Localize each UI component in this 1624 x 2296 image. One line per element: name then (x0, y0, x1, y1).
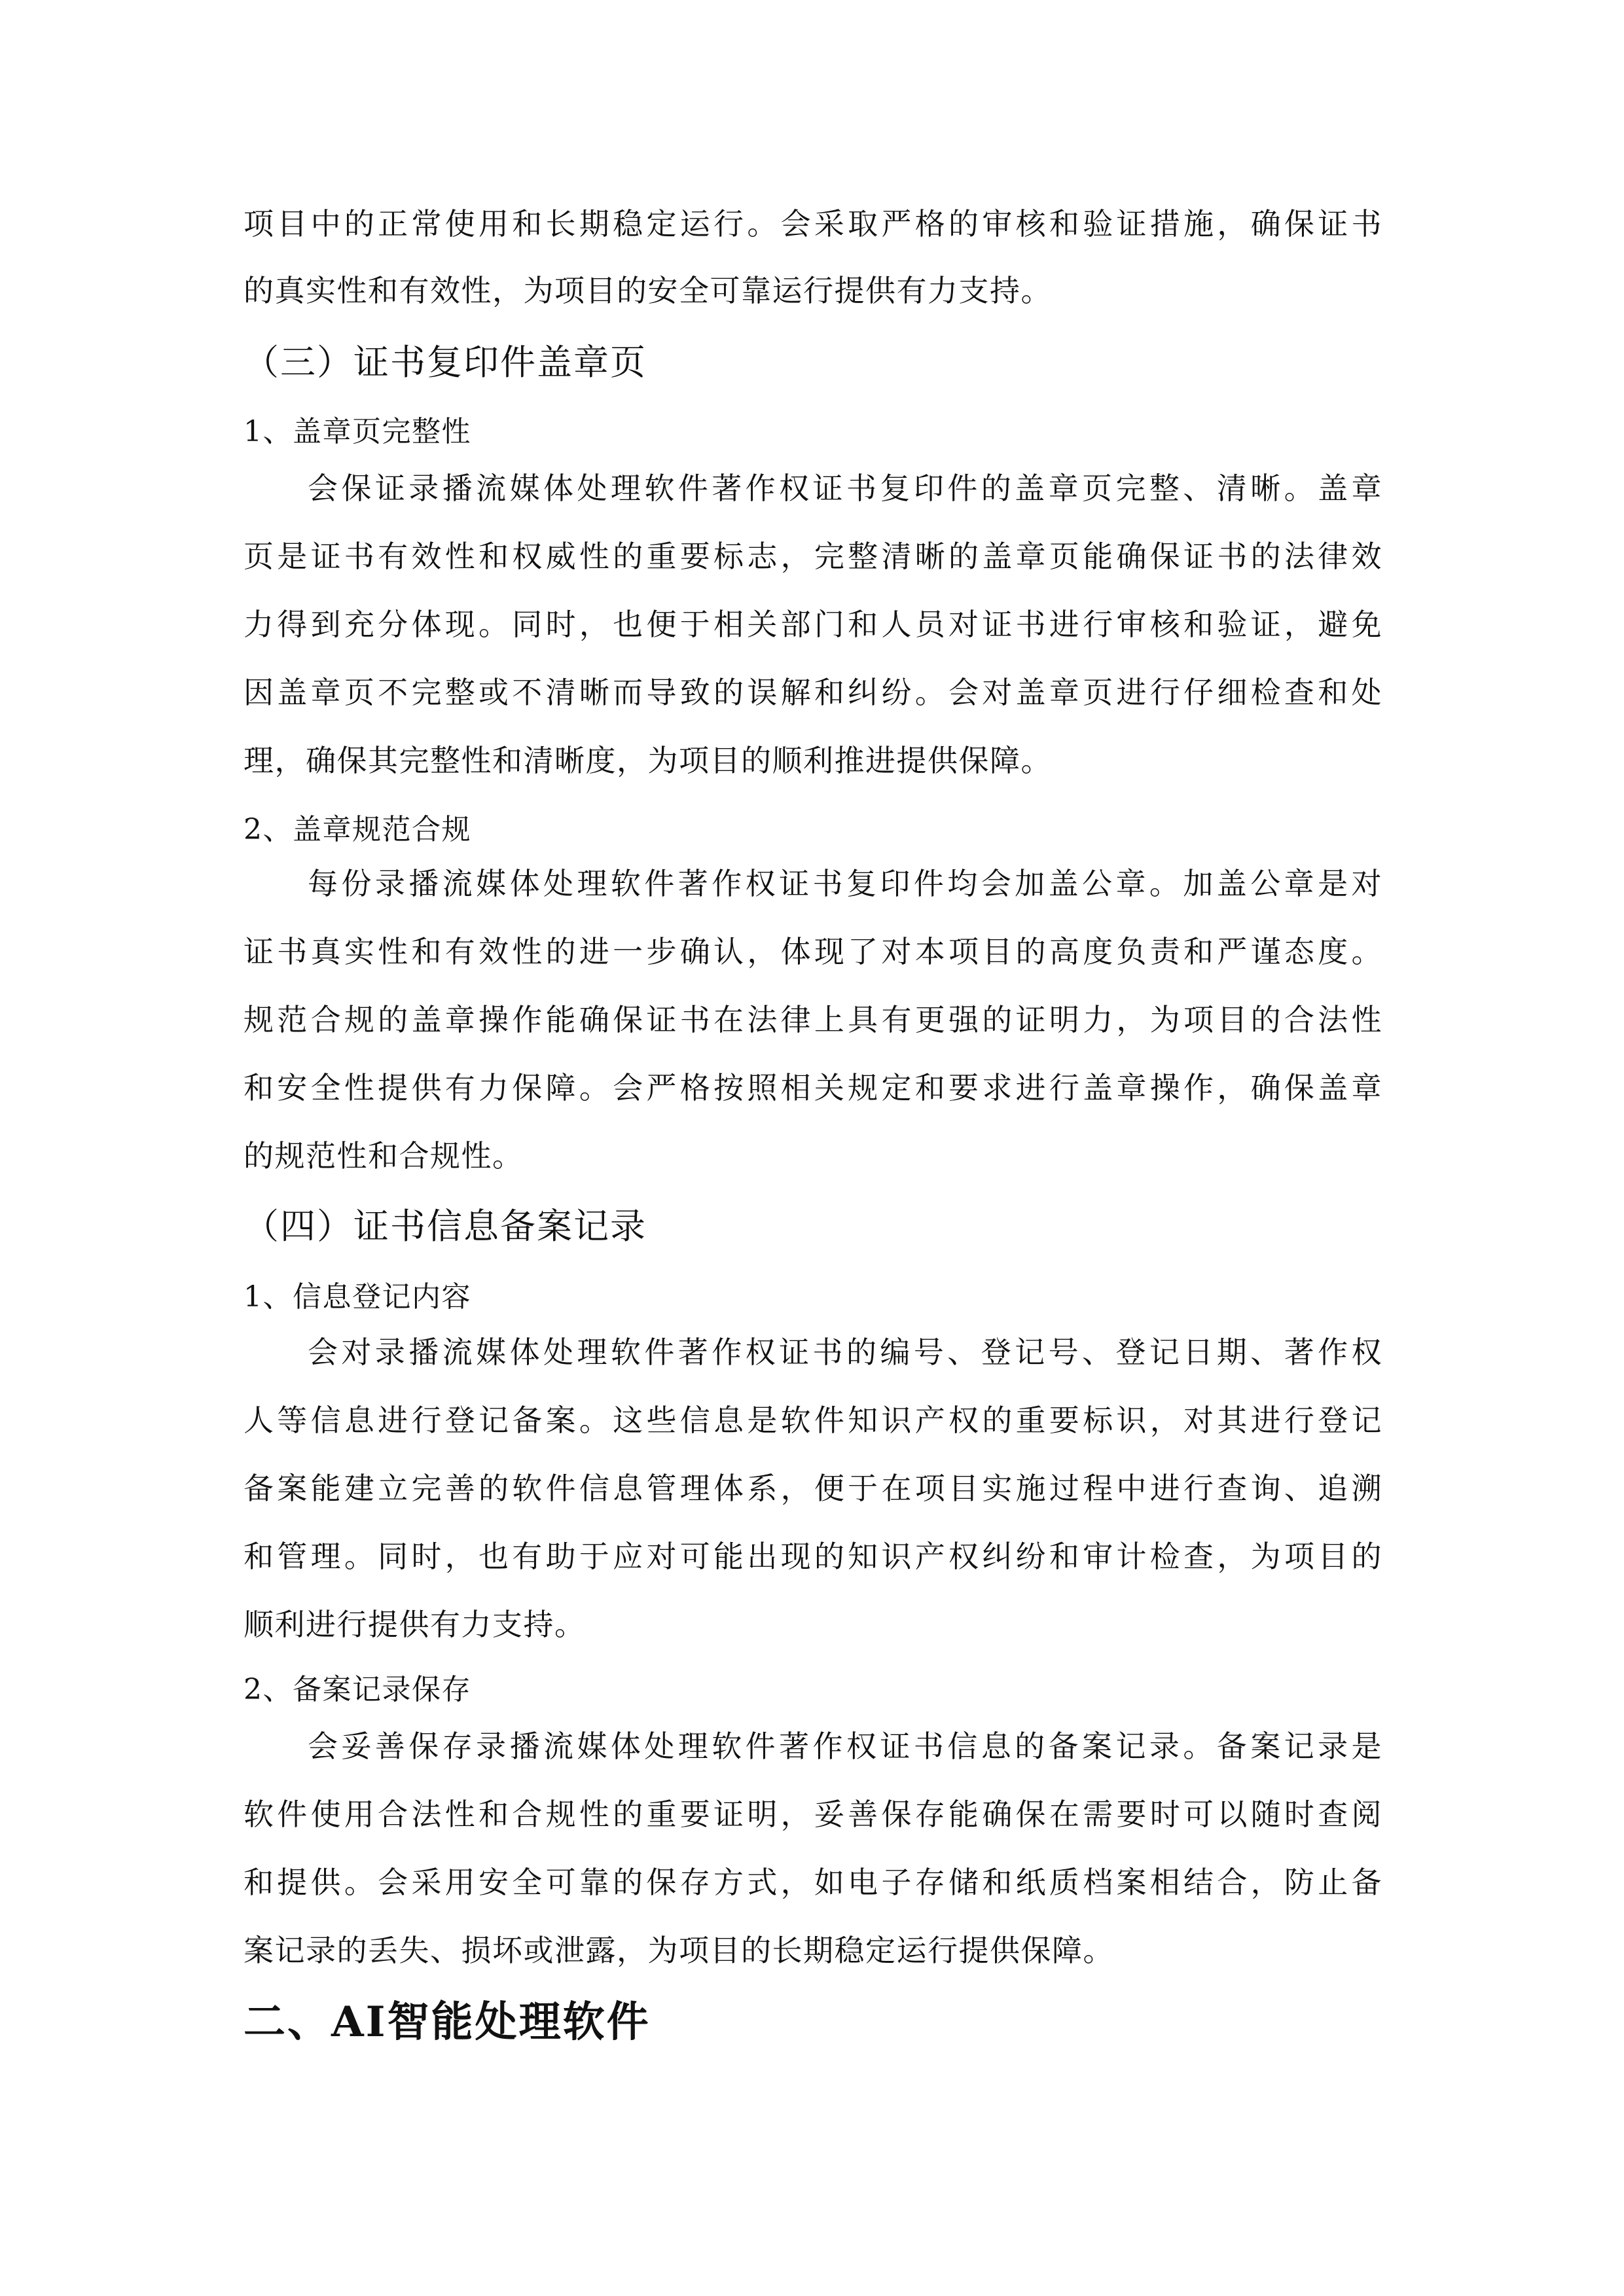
section3-sub2-title: 2、盖章规范合规 (244, 813, 471, 846)
section4-sub1-line-4: 和管理。同时，也有助于应对可能出现的知识产权纠纷和审计检查，为项目的 (244, 1539, 1382, 1574)
section4-sub1-line-5: 顺利进行提供有力支持。 (244, 1607, 586, 1642)
section4-sub2-line-1: 会妥善保存录播流媒体处理软件著作权证书信息的备案记录。备案记录是 (308, 1729, 1382, 1764)
section4-sub1-line-3: 备案能建立完善的软件信息管理体系，便于在项目实施过程中进行查询、追溯 (244, 1471, 1382, 1506)
section4-sub1-title: 1、信息登记内容 (244, 1280, 471, 1314)
section4-sub1-line-2: 人等信息进行登记备案。这些信息是软件知识产权的重要标识，对其进行登记 (244, 1403, 1382, 1438)
section3-sub1-line-1: 会保证录播流媒体处理软件著作权证书复印件的盖章页完整、清晰。盖章 (308, 471, 1382, 506)
section3-sub1-line-3: 力得到充分体现。同时，也便于相关部门和人员对证书进行审核和验证，避免 (244, 607, 1382, 642)
section3-sub1-line-4: 因盖章页不完整或不清晰而导致的误解和纠纷。会对盖章页进行仔细检查和处 (244, 675, 1382, 710)
section3-sub1-line-5: 理，确保其完整性和清晰度，为项目的顺利推进提供保障。 (244, 743, 1052, 778)
section3-heading: （三）证书复印件盖章页 (244, 342, 647, 383)
section3-sub2-line-2: 证书真实性和有效性的进一步确认，体现了对本项目的高度负责和严谨态度。 (244, 934, 1382, 969)
section4-sub2-line-2: 软件使用合法性和合规性的重要证明，妥善保存能确保在需要时可以随时查阅 (244, 1797, 1382, 1832)
section4-sub2-line-3: 和提供。会采用安全可靠的保存方式，如电子存储和纸质档案相结合，防止备 (244, 1865, 1382, 1900)
section3-sub2-line-3: 规范合规的盖章操作能确保证书在法律上具有更强的证明力，为项目的合法性 (244, 1002, 1382, 1037)
section3-sub2-line-5: 的规范性和合规性。 (244, 1138, 524, 1174)
intro-line-1: 项目中的正常使用和长期稳定运行。会采取严格的审核和验证措施，确保证书 (244, 206, 1382, 242)
section3-sub2-line-1: 每份录播流媒体处理软件著作权证书复印件均会加盖公章。加盖公章是对 (308, 866, 1382, 901)
chapter2-heading: 二、AI智能处理软件 (244, 1998, 651, 2047)
section4-sub2-title: 2、备案记录保存 (244, 1673, 471, 1706)
intro-line-2: 的真实性和有效性，为项目的安全可靠运行提供有力支持。 (244, 273, 1052, 308)
section3-sub2-line-4: 和安全性提供有力保障。会严格按照相关规定和要求进行盖章操作，确保盖章 (244, 1070, 1382, 1105)
section3-sub1-title: 1、盖章页完整性 (244, 415, 471, 448)
section4-sub2-line-4: 案记录的丢失、损坏或泄露，为项目的长期稳定运行提供保障。 (244, 1933, 1114, 1968)
section4-sub1-line-1: 会对录播流媒体处理软件著作权证书的编号、登记号、登记日期、著作权 (308, 1335, 1382, 1370)
section4-heading: （四）证书信息备案记录 (244, 1206, 647, 1247)
section3-sub1-line-2: 页是证书有效性和权威性的重要标志，完整清晰的盖章页能确保证书的法律效 (244, 539, 1382, 574)
